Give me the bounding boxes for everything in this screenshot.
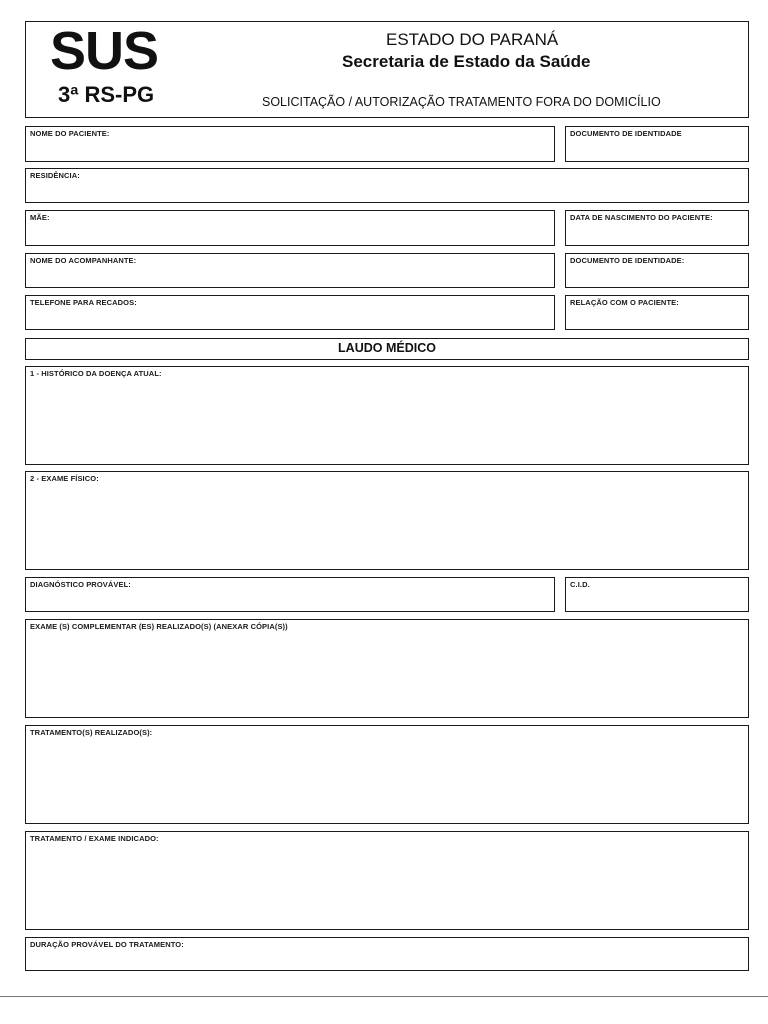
phone-field[interactable] xyxy=(25,295,555,330)
history-field[interactable] xyxy=(25,366,749,465)
history-label: 1 - HISTÓRICO DA DOENÇA ATUAL: xyxy=(30,369,162,378)
phone-label: TELEFONE PARA RECADOS: xyxy=(30,298,137,307)
treatment-indicated-field[interactable] xyxy=(25,831,749,930)
residence-field[interactable] xyxy=(25,168,749,203)
cid-field[interactable] xyxy=(565,577,749,612)
complementary-exams-field[interactable] xyxy=(25,619,749,718)
complementary-exams-label: EXAME (S) COMPLEMENTAR (ES) REALIZADO(S) (ANEXAR CÓPIA(S)) xyxy=(30,622,288,631)
birth-date-field[interactable] xyxy=(565,210,749,246)
patient-name-field[interactable] xyxy=(25,126,555,162)
sus-logo: SUS xyxy=(50,21,159,81)
mother-field[interactable] xyxy=(25,210,555,246)
duration-field[interactable] xyxy=(25,937,749,971)
treatment-indicated-label: TRATAMENTO / EXAME INDICADO: xyxy=(30,834,159,843)
birth-date-label: DATA DE NASCIMENTO DO PACIENTE: xyxy=(570,213,713,222)
laudo-title: LAUDO MÉDICO xyxy=(338,341,436,355)
relation-field[interactable] xyxy=(565,295,749,330)
patient-name-label: NOME DO PACIENTE: xyxy=(30,129,110,138)
patient-id-doc-label: DOCUMENTO DE IDENTIDADE xyxy=(570,129,682,138)
companion-id-doc-field[interactable] xyxy=(565,253,749,288)
diagnosis-field[interactable] xyxy=(25,577,555,612)
region-label: 3ª RS-PG xyxy=(58,82,155,107)
cid-label: C.I.D. xyxy=(570,580,590,589)
laudo-header xyxy=(25,338,749,360)
relation-label: RELAÇÃO COM O PACIENTE: xyxy=(570,298,679,307)
state-title: ESTADO DO PARANÁ xyxy=(386,30,559,49)
treatments-done-field[interactable] xyxy=(25,725,749,824)
companion-id-doc-label: DOCUMENTO DE IDENTIDADE: xyxy=(570,256,685,265)
page-bottom-rule xyxy=(0,996,768,997)
patient-id-doc-field[interactable] xyxy=(565,126,749,162)
duration-label: DURAÇÃO PROVÁVEL DO TRATAMENTO: xyxy=(30,940,184,949)
physical-exam-field[interactable] xyxy=(25,471,749,570)
physical-exam-label: 2 - EXAME FÍSICO: xyxy=(30,474,99,483)
residence-label: RESIDÊNCIA: xyxy=(30,171,80,180)
mother-label: MÃE: xyxy=(30,213,50,222)
treatments-done-label: TRATAMENTO(S) REALIZADO(S): xyxy=(30,728,153,737)
department-title: Secretaria de Estado da Saúde xyxy=(342,52,591,71)
form-title: SOLICITAÇÃO / AUTORIZAÇÃO TRATAMENTO FORA DO DOMICÍLIO xyxy=(262,95,661,109)
diagnosis-label: DIAGNÓSTICO PROVÁVEL: xyxy=(30,580,131,589)
companion-name-field[interactable] xyxy=(25,253,555,288)
companion-name-label: NOME DO ACOMPANHANTE: xyxy=(30,256,137,265)
